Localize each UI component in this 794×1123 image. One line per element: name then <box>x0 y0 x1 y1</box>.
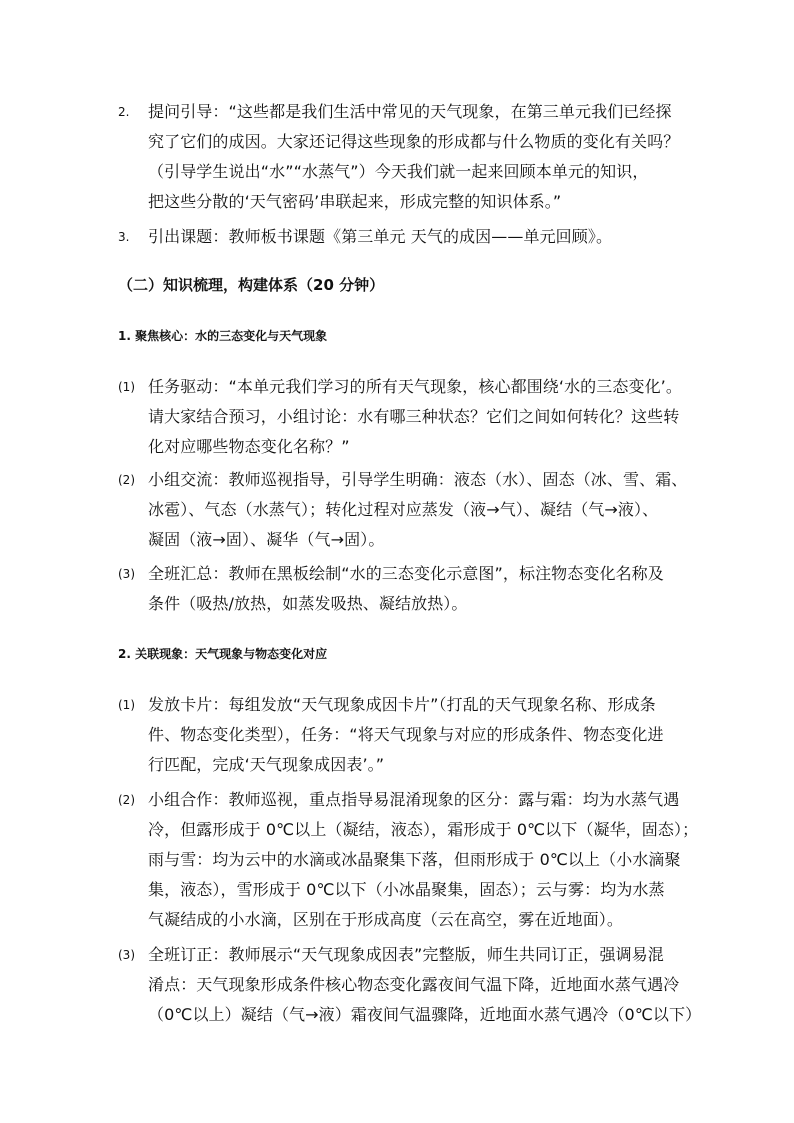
paragraph <box>148 465 738 555</box>
text-line: 条件（吸热/放热，如蒸发吸热、凝结放热）。 <box>148 594 468 613</box>
text-line: 提问引导：“这些都是我们生活中常见的天气现象，在第三单元我们已经探 <box>148 102 672 121</box>
text-line: 小组交流：教师巡视指导，引导学生明确：液态（水）、固态（冰、雪、霜、 <box>148 470 688 489</box>
text-line: 行匹配，完成‘天气现象成因表’。” <box>148 755 385 774</box>
text-line: 任务驱动：“本单元我们学习的所有天气现象，核心都围绕‘水的三态变化’。 <box>148 377 682 396</box>
text-line: 全班汇总：教师在黑板绘制“水的三态变化示意图”，标注物态变化名称及 <box>148 564 664 583</box>
text-line: 凝固（液→固）、凝华（气→固）。 <box>148 530 385 549</box>
text-line: 请大家结合预习，小组讨论：水有哪三种状态？它们之间如何转化？这些转 <box>148 407 680 426</box>
text-line: （引导学生说出“水”“水蒸气”）今天我们就一起来回顾本单元的知识， <box>148 162 649 181</box>
list-marker: 2. <box>118 105 130 119</box>
paragraph <box>148 690 738 780</box>
text-line: （0℃以上）凝结（气→液）霜夜间气温骤降，近地面水蒸气遇冷（0℃以下） <box>148 1005 702 1024</box>
paragraph <box>148 559 738 619</box>
subsection-heading: 2. 关联现象：天气现象与物态变化对应 <box>118 647 328 661</box>
list-marker: (1) <box>118 380 135 394</box>
list-marker: 3. <box>118 230 130 244</box>
list-marker: (1) <box>118 698 135 712</box>
text-line: 究了它们的成因。大家还记得这些现象的形成都与什么物质的变化有关吗？ <box>148 132 680 151</box>
text-line: 化对应哪些物态变化名称？” <box>148 437 350 456</box>
text-line: 冰雹）、气态（水蒸气）；转化过程对应蒸发（液→气）、凝结（气→液）、 <box>148 500 659 519</box>
paragraph <box>148 372 738 462</box>
list-marker: (2) <box>118 473 135 487</box>
paragraph <box>148 940 738 1030</box>
text-line: 件、物态变化类型），任务：“将天气现象与对应的形成条件、物态变化进 <box>148 725 664 744</box>
subsection-heading: 1. 聚焦核心：水的三态变化与天气现象 <box>118 329 328 343</box>
paragraph <box>148 97 738 217</box>
text-line: 发放卡片：每组发放“天气现象成因卡片”（打乱的天气现象名称、形成条 <box>148 695 656 714</box>
list-marker: (3) <box>118 567 135 581</box>
text-line: 小组合作：教师巡视，重点指导易混淆现象的区分：露与霜：均为水蒸气遇 <box>148 790 680 809</box>
text-line: 气凝结成的小水滴，区别在于形成高度（云在高空，雾在近地面）。 <box>148 910 624 929</box>
text-line: 冷，但露形成于 0℃以上（凝结，液态），霜形成于 0℃以下（凝华，固态）； <box>148 820 699 839</box>
text-line: 雨与雪：均为云中的水滴或冰晶聚集下落，但雨形成于 0℃以上（小水滴聚 <box>148 850 681 869</box>
text-line: 把这些分散的‘天气密码’串联起来，形成完整的知识体系。” <box>148 192 562 211</box>
list-marker: (2) <box>118 793 135 807</box>
text-line: 引出课题：教师板书课题《第三单元 天气的成因——单元回顾》。 <box>148 227 613 246</box>
list-marker: (3) <box>118 948 135 962</box>
paragraph <box>148 785 738 935</box>
text-line: 全班订正：教师展示“天气现象成因表”完整版，师生共同订正，强调易混 <box>148 945 664 964</box>
section-heading: （二）知识梳理，构建体系（20 分钟） <box>118 276 385 294</box>
paragraph <box>148 222 738 252</box>
text-line: 淆点：天气现象形成条件核心物态变化露夜间气温下降，近地面水蒸气遇冷 <box>148 975 680 994</box>
text-line: 集，液态），雪形成于 0℃以下（小冰晶聚集，固态）；云与雾：均为水蒸 <box>148 880 665 899</box>
